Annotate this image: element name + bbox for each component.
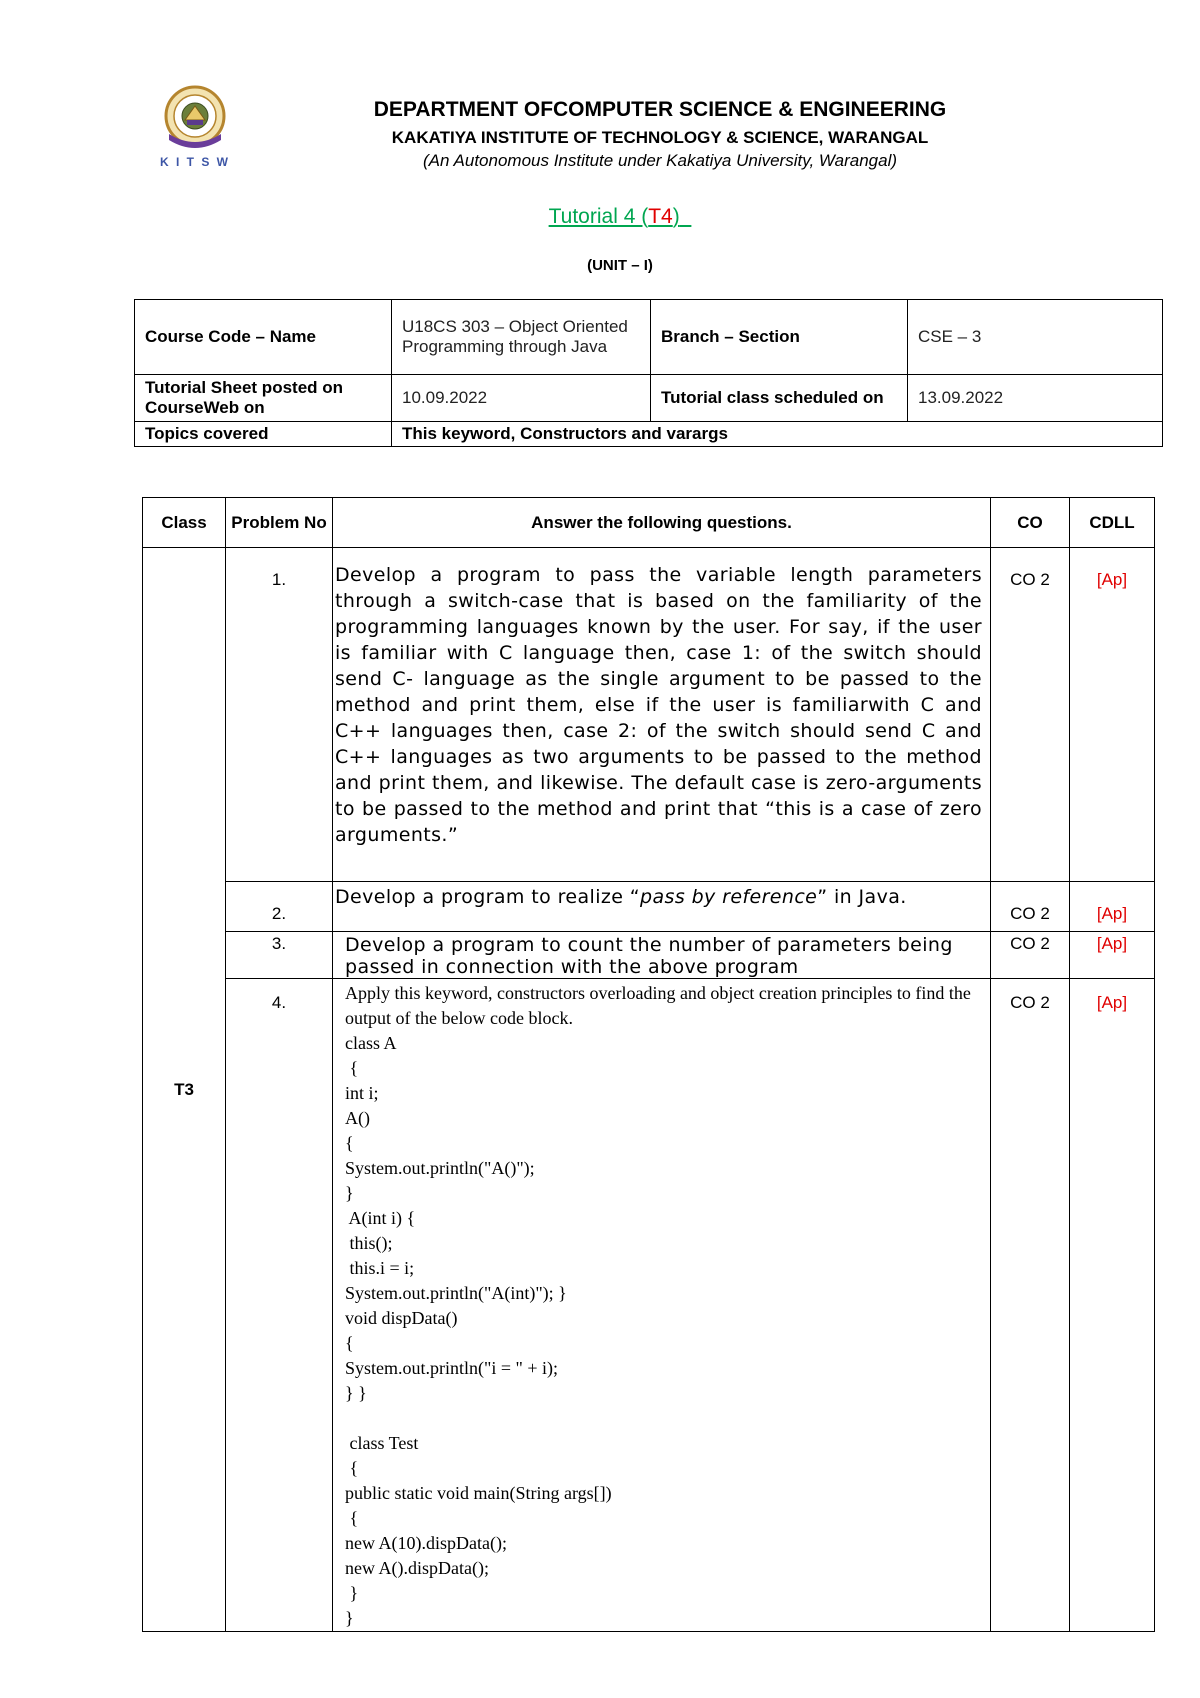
problem-number: 4.	[226, 979, 333, 1632]
questions-table	[142, 497, 1155, 1632]
posted-value: 10.09.2022	[392, 375, 651, 422]
autonomous-note: (An Autonomous Institute under Kakatiya University, Warangal)	[422, 151, 898, 170]
problem-number: 2.	[226, 882, 333, 932]
header-cdll: CDLL	[1070, 498, 1155, 548]
branch-label: Branch – Section	[651, 300, 908, 375]
co-value: CO 2	[991, 932, 1070, 979]
cdll-value: [Ap]	[1070, 882, 1155, 932]
problem-number: 1.	[226, 548, 333, 882]
topics-label: Topics covered	[135, 422, 392, 447]
tutorial-title: Tutorial 4 (T4)	[548, 205, 680, 228]
question-text: Develop a program to pass the variable length parameters through a switch-case that is based on the familiarity of the programming languages known by the user. For say, if the user is familiar with C language then, case 1: of the switch should send C- language as the single argument to be passed to the method and print them, else if the user is familiarwith C and C++ languages then, case 2: of the switch should send C and C++ languages as two arguments to be passed to the method and print them, and likewise. The default case is zero-arguments to be passed to the method and print that “this is a case of zero arguments.”	[333, 548, 991, 882]
problem-number: 3.	[226, 932, 333, 979]
table-row	[143, 979, 1155, 1632]
posted-label: Tutorial Sheet posted on CourseWeb on	[135, 375, 392, 422]
header-class: Class	[143, 498, 226, 548]
branch-value: CSE – 3	[908, 300, 1163, 375]
topics-value: This keyword, Constructors and varargs	[392, 422, 1163, 447]
scheduled-value: 13.09.2022	[908, 375, 1163, 422]
co-value: CO 2	[991, 548, 1070, 882]
scheduled-label: Tutorial class scheduled on	[651, 375, 908, 422]
question-intro: Apply this keyword, constructors overloading and object creation principles to find the output of the below code block.	[345, 983, 971, 1028]
table-row	[143, 932, 1155, 979]
header-co: CO	[991, 498, 1070, 548]
svg-text:K I T S W: K I T S W	[160, 155, 230, 169]
unit-label: (UNIT – I)	[587, 257, 653, 274]
cdll-value: [Ap]	[1070, 979, 1155, 1632]
question-text: Develop a program to realize “pass by reference” in Java.	[333, 882, 991, 932]
co-value: CO 2	[991, 979, 1070, 1632]
co-value: CO 2	[991, 882, 1070, 932]
course-code-value: U18CS 303 – Object Oriented Programming through Java	[392, 300, 651, 375]
header-question: Answer the following questions.	[333, 498, 991, 548]
course-code-label: Course Code – Name	[135, 300, 392, 375]
question-text	[333, 979, 991, 1632]
cdll-value: [Ap]	[1070, 548, 1155, 882]
class-value: T3	[143, 548, 226, 1632]
code-block: class A { int i; A() { System.out.println("A()"); } A(int i) { this(); this.i = i; System.out.println("A(int)"); } void dispData() { System.out.println("i = " + i); } } class Test { public static void main(String args[]) { new A(10).dispData(); new A().dispData(); } }	[345, 1033, 612, 1628]
institute-name: KAKATIYA INSTITUTE OF TECHNOLOGY & SCIENCE, WARANGAL	[391, 128, 929, 147]
question-text: Develop a program to count the number of parameters being passed in connection with the above program	[333, 932, 991, 979]
course-info-table	[134, 299, 1163, 447]
cdll-value: [Ap]	[1070, 932, 1155, 979]
table-row	[143, 548, 1155, 882]
table-row	[143, 882, 1155, 932]
header-problem-no: Problem No	[226, 498, 333, 548]
department-title: DEPARTMENT OFCOMPUTER SCIENCE & ENGINEERING	[373, 98, 947, 121]
